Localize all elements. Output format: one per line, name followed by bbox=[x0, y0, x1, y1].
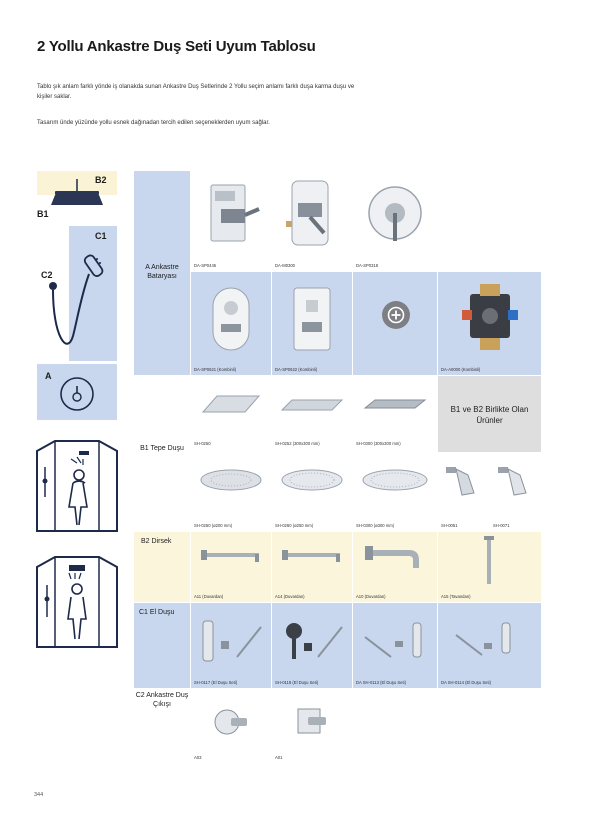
row-label-c2: C2 Ankastre Duş Çıkışı bbox=[135, 692, 189, 708]
caption-a6: DA-A0000 (Kombinli) bbox=[441, 367, 481, 372]
product-b3 bbox=[353, 376, 437, 452]
round-head-shower-icon bbox=[361, 467, 429, 493]
label-b1: B1 bbox=[37, 209, 49, 219]
product-d1 bbox=[191, 532, 271, 602]
product-e3 bbox=[353, 603, 437, 688]
product-b7 bbox=[438, 453, 489, 531]
product-a2 bbox=[272, 171, 352, 271]
caption-f2: A01 bbox=[275, 755, 283, 760]
product-e2 bbox=[272, 603, 352, 688]
product-b1 bbox=[191, 376, 271, 452]
product-b6 bbox=[353, 453, 437, 531]
b1-b2-badge-cell bbox=[438, 376, 541, 452]
caption-b1: SH-0250 bbox=[194, 441, 211, 446]
caption-a1: DA-SP0445 bbox=[194, 263, 217, 268]
caption-a2: DA-M0300 bbox=[275, 263, 296, 268]
page-title: 2 Yollu Ankastre Duş Seti Uyum Tablosu bbox=[37, 38, 316, 55]
hand-shower-set-icon bbox=[197, 617, 265, 663]
product-a5 bbox=[272, 272, 352, 375]
hand-shower-set-icon bbox=[361, 617, 429, 663]
round-mixer-icon bbox=[365, 177, 425, 251]
product-e1 bbox=[191, 603, 271, 688]
product-d4 bbox=[438, 532, 541, 602]
hand-shower-set-icon bbox=[452, 617, 524, 663]
wall-shower-head-icon bbox=[496, 461, 536, 501]
row-label-a: A Ankastre Bataryası bbox=[145, 264, 179, 280]
page-number: 344 bbox=[34, 792, 44, 798]
product-a1 bbox=[191, 171, 271, 271]
hand-shower-diagram-icon bbox=[37, 226, 117, 361]
plus-circle-icon bbox=[381, 300, 411, 330]
round-head-shower-icon bbox=[280, 467, 344, 493]
product-a6 bbox=[438, 272, 541, 375]
label-b2: B2 bbox=[95, 175, 107, 185]
row-label-c1: C1 El Duşu bbox=[139, 609, 175, 616]
round-wall-outlet-icon bbox=[213, 707, 249, 737]
caption-a3: DA-SP0318 bbox=[356, 263, 379, 268]
caption-a5: DA-SP0622 (Kombinli) bbox=[275, 367, 318, 372]
caption-b7: SH-0051 bbox=[441, 523, 458, 528]
shower-arm-icon bbox=[363, 542, 427, 572]
ceiling-arm-icon bbox=[482, 536, 496, 588]
caption-b2: SH-0252 (300x300 mm) bbox=[275, 441, 320, 446]
square-head-shower-icon bbox=[199, 390, 263, 420]
caption-b3: SH-0300 (300x300 mm) bbox=[356, 441, 401, 446]
shower-arm-icon bbox=[199, 546, 263, 566]
mixer-valve-icon bbox=[290, 284, 334, 354]
product-d2 bbox=[272, 532, 352, 602]
mixer-valve-icon bbox=[201, 179, 261, 249]
caption-d1: A11 (Duvardan) bbox=[194, 594, 224, 599]
diagram-c-hand-shower bbox=[37, 226, 117, 361]
product-a3 bbox=[353, 171, 437, 271]
round-mixer-icon bbox=[209, 284, 253, 354]
product-b5 bbox=[272, 453, 352, 531]
caption-b6: SH-0300 (ø300 mm) bbox=[356, 523, 395, 528]
mixer-valve-icon bbox=[284, 177, 340, 251]
hand-shower-set-icon bbox=[278, 617, 346, 663]
caption-b8: SH-0071 bbox=[493, 523, 510, 528]
caption-a4: DA-SP0621 (Kombinli) bbox=[194, 367, 237, 372]
product-e4 bbox=[438, 603, 541, 688]
product-b2 bbox=[272, 376, 352, 452]
row-b1-label-cell bbox=[134, 376, 190, 531]
square-head-shower-icon bbox=[361, 394, 429, 418]
b1-b2-badge: B1 ve B2 Birlikte Olan Ürünler bbox=[450, 405, 529, 425]
bath-person-icon bbox=[35, 553, 119, 649]
plus-cell bbox=[353, 272, 437, 375]
caption-f1: A03 bbox=[194, 755, 202, 760]
diagram-b-head-shower bbox=[37, 171, 117, 221]
intro-paragraph-1: Tablo şık anlam farklı yönde iş olanakda sunan Ankastre Duş Setlerinde 2 Yollu seçim anlamı farklı duşa karma duşu ve kişiler saklar. bbox=[37, 84, 355, 100]
label-a: A bbox=[45, 371, 52, 381]
caption-e4: DA SH-0114 (El Duşu Seti) bbox=[441, 680, 491, 685]
label-c1: C1 bbox=[95, 231, 107, 241]
caption-e1: SH-0117 (El Duşu Seti) bbox=[194, 680, 238, 685]
caption-e3: DA SH-0113 (El Duşu Seti) bbox=[356, 680, 406, 685]
square-head-shower-icon bbox=[278, 394, 346, 418]
round-head-shower-icon bbox=[199, 467, 263, 493]
label-c2: C2 bbox=[41, 270, 53, 280]
shower-arm-icon bbox=[280, 546, 344, 566]
concealed-body-icon bbox=[460, 280, 520, 356]
shower-person-icon bbox=[35, 437, 119, 533]
wall-shower-head-icon bbox=[444, 461, 484, 501]
caption-d2: A14 (Duvardan) bbox=[275, 594, 305, 599]
caption-e2: SH-0118 (El Duşu Seti) bbox=[275, 680, 319, 685]
intro-paragraph-2: Tasarım ünde yüzünde yollu esnek dağınadan tercih edilen seçeneklerden uyum sağlar. bbox=[37, 120, 270, 126]
product-a4 bbox=[191, 272, 271, 375]
caption-d4: A15 (Tavandan) bbox=[441, 594, 471, 599]
product-b8 bbox=[490, 453, 541, 531]
row-label-b1: B1 Tepe Duşu bbox=[140, 445, 184, 452]
caption-d3: A10 (Duvardan) bbox=[356, 594, 386, 599]
diagram-a-valve bbox=[37, 364, 117, 420]
row-label-b2: B2 Dirsek bbox=[141, 538, 172, 545]
product-d3 bbox=[353, 532, 437, 602]
caption-b5: SH-0260 (ø250 mm) bbox=[275, 523, 314, 528]
product-f2 bbox=[272, 689, 352, 763]
product-b4 bbox=[191, 453, 271, 531]
square-wall-outlet-icon bbox=[294, 705, 330, 737]
product-f1 bbox=[191, 689, 271, 763]
caption-b4: SH-0250 (ø200 mm) bbox=[194, 523, 233, 528]
